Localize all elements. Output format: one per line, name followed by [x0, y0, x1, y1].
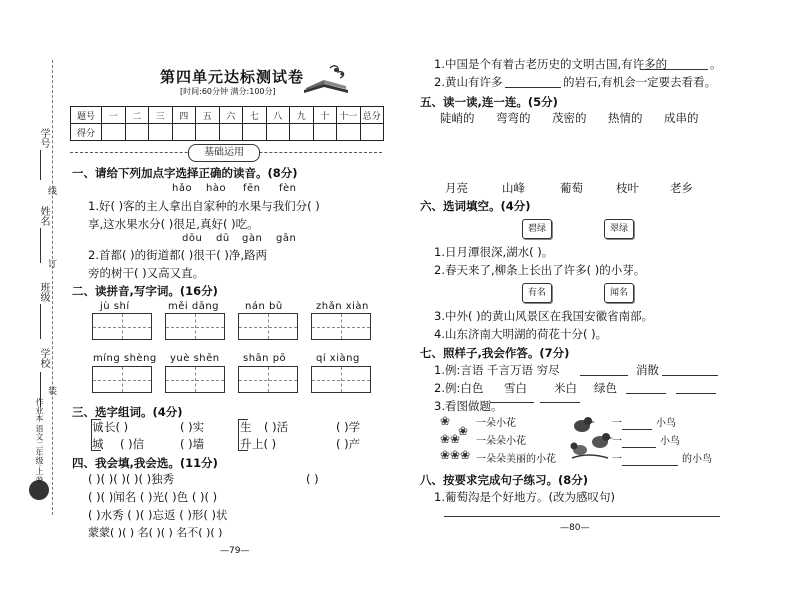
q5-top-word: 茂密的 [552, 111, 587, 125]
answer-line[interactable] [505, 76, 561, 88]
q1-line-1: 1.好( )客的主人拿出自家种的水果与我们分( ) [88, 199, 320, 213]
subtitle: [时间:60分钟 满分:100分] [180, 87, 276, 96]
answer-line[interactable] [676, 382, 716, 394]
birds-icon [568, 412, 614, 462]
section-banner-label: 基础运用 [188, 144, 260, 162]
q7-line-2b: 雪白 [504, 381, 527, 395]
q6-sentence-4: 4.山东济南大明湖的荷花十分( )。 [434, 327, 608, 341]
q8-sentence-1: 1.葡萄沟是个好地方。(改为感叹句) [434, 490, 615, 504]
q7-line-2c: 米白 [554, 381, 577, 395]
q7-line-2d: 绿色 [594, 381, 617, 395]
q2-pinyin: nán bǔ [245, 301, 283, 312]
q5-bottom-word: 山峰 [502, 181, 525, 195]
word-card: 闻名 [604, 283, 634, 303]
score-cell[interactable] [149, 124, 173, 141]
sidebar-label-school: 学校 [38, 348, 49, 368]
q7-bird-prefix-1: 一 [612, 418, 622, 429]
score-col: 一 [102, 107, 126, 124]
flower-icon: ❀❀❀ [440, 448, 471, 462]
score-cell[interactable] [196, 124, 220, 141]
q5-top-word: 弯弯的 [496, 111, 531, 125]
q7-phrase-2: 一朵朵小花 [476, 436, 526, 447]
q7-bird-suffix-2: 小鸟 [660, 436, 680, 447]
score-cell[interactable] [360, 124, 384, 141]
q7-bird-prefix-3: 一 [612, 454, 622, 465]
page-number-right: —80— [560, 523, 590, 533]
q3-blank: 上( ) [252, 437, 277, 451]
q1-pinyin-7: gàn [242, 233, 263, 244]
q7-title: 七、照样子,我会作答。(7分) [420, 346, 570, 360]
q2-pinyin: qí xiàng [316, 353, 360, 364]
score-col: 十 [313, 107, 337, 124]
book-icon [300, 62, 352, 96]
q1-title: 一、请给下列加点字选择正确的读音。(8分) [72, 166, 298, 180]
q6-sentence-2: 2.春天来了,柳条上长出了许多( )的小芽。 [434, 263, 646, 277]
q5-top-word: 陡峭的 [440, 111, 475, 125]
publisher-label: 作业本 语文二年级·上⑩ [35, 398, 44, 485]
q1-pinyin-5: dōu [182, 233, 203, 244]
score-col: 三 [149, 107, 173, 124]
q2-pinyin: shān pō [243, 353, 287, 364]
flower-icon: ❀ [440, 414, 451, 428]
sidebar-label-student-id: 学号 [38, 128, 49, 148]
word-card: 有名 [522, 283, 552, 303]
answer-line[interactable] [622, 454, 678, 466]
writing-grid[interactable] [165, 313, 225, 340]
q4-title: 四、我会填,我会选。(11分) [72, 456, 218, 470]
score-row-label: 得分 [71, 124, 102, 141]
word-card: 碧绿 [522, 219, 552, 239]
q1-pinyin-4: fèn [279, 183, 297, 194]
answer-line[interactable] [626, 382, 666, 394]
answer-line[interactable] [622, 418, 652, 430]
writing-grid[interactable] [165, 366, 225, 393]
q3-blank: ( )学 [336, 420, 361, 434]
q3-blank: ( )活 [264, 420, 289, 434]
q1-line-2: 享,这水果水分( )很足,真好( )吃。 [88, 217, 259, 231]
score-col: 总分 [360, 107, 384, 124]
q2-pinyin: míng shèng [93, 353, 157, 364]
q6-sentence-1: 1.日月潭很深,湖水( )。 [434, 245, 554, 259]
q7-line-1b: 消散 [636, 363, 659, 377]
q3-blank: ( )信 [120, 437, 145, 451]
writing-grid[interactable] [92, 366, 152, 393]
q3-char: 升 [240, 437, 252, 451]
q3-char: 生 [240, 420, 252, 434]
sidebar-label-class: 班级 [38, 282, 49, 302]
q5-title: 五、读一读,连一连。(5分) [420, 95, 558, 109]
sidebar-label-line: 线 [48, 187, 58, 197]
q5-bottom-word: 老乡 [670, 181, 693, 195]
q1-line-4: 旁的树干( )又高又直。 [88, 266, 205, 280]
q7-line-3: 3.看图做题。 [434, 399, 503, 413]
score-col: 二 [125, 107, 149, 124]
score-col: 四 [172, 107, 196, 124]
q7-phrase-3: 一朵朵美丽的小花 [476, 454, 556, 465]
q3-title: 三、选字组词。(4分) [72, 405, 183, 419]
q7-phrase-1: 一朵小花 [476, 418, 516, 429]
q3-char: 诚 [92, 420, 104, 434]
q6-title: 六、选词填空。(4分) [420, 199, 531, 213]
right-q-2b: 的岩石,有机会一定要去看看。 [563, 75, 717, 89]
writing-grid[interactable] [311, 366, 371, 393]
q6-sentence-3: 3.中外( )的黄山风景区在我国安徽省南部。 [434, 309, 654, 323]
q2-pinyin: jù shí [100, 301, 130, 312]
page-number-left: —79— [220, 546, 250, 556]
q5-top-word: 成串的 [664, 111, 699, 125]
answer-line[interactable] [540, 391, 580, 403]
q3-blank: ( )实 [180, 420, 205, 434]
flower-icon: ❀ [458, 424, 469, 438]
q2-pinyin: měi dāng [168, 301, 220, 312]
q3-char: 城 [92, 437, 104, 451]
q1-pinyin-2: hào [206, 183, 227, 194]
q1-pinyin-8: gān [276, 233, 297, 244]
score-cell[interactable] [266, 124, 290, 141]
score-cell[interactable] [243, 124, 267, 141]
score-col: 五 [196, 107, 220, 124]
answer-period: 。 [710, 57, 722, 71]
q3-blank: ( )墙 [180, 437, 205, 451]
word-card: 翠绿 [604, 219, 634, 239]
q7-bird-suffix-3: 的小鸟 [682, 454, 712, 465]
sidebar-label-bind: 订 [48, 260, 58, 270]
answer-line[interactable] [580, 364, 628, 376]
right-q-1: 1.中国是个有着古老历史的文明古国,有许多的 [434, 57, 668, 71]
q1-line-3: 2.首都( )的街道都( )很干( )净,路两 [88, 248, 268, 262]
score-cell[interactable] [219, 124, 243, 141]
score-col: 七 [243, 107, 267, 124]
score-col: 八 [266, 107, 290, 124]
score-cell[interactable] [337, 124, 361, 141]
page-title: 第四单元达标测试卷 [160, 68, 305, 86]
flower-icon: ❀❀ [440, 432, 461, 446]
q5-bottom-word: 枝叶 [616, 181, 639, 195]
q1-pinyin-1: hǎo [172, 183, 193, 194]
q4-line-4: 蒙蒙( )( ) 名( )( ) 名不( )( ) [88, 526, 223, 539]
q2-title: 二、读拼音,写字词。(16分) [72, 284, 218, 298]
q3-blank: 长( ) [104, 420, 129, 434]
q1-pinyin-6: dū [216, 233, 230, 244]
q2-pinyin: zhǎn xiàn [316, 301, 369, 312]
q1-pinyin-3: fēn [243, 183, 261, 194]
q7-bird-suffix-1: 小鸟 [656, 418, 676, 429]
answer-line[interactable] [640, 58, 708, 70]
score-col: 九 [290, 107, 314, 124]
q7-bird-prefix-2: 一 [612, 436, 622, 447]
sidebar-label-name: 姓名 [38, 206, 49, 226]
q5-top-word: 热情的 [608, 111, 643, 125]
answer-line[interactable] [622, 436, 656, 448]
score-table [70, 106, 384, 141]
answer-line[interactable] [444, 505, 720, 517]
writing-grid[interactable] [238, 366, 298, 393]
q4-line-1: ( )( )( )( )( )独秀 [88, 472, 175, 486]
score-cell[interactable] [313, 124, 337, 141]
q2-pinyin: yuè shēn [170, 353, 220, 364]
sidebar-label-pack: 装 [48, 387, 58, 397]
q7-line-2a: 2.例:白色 [434, 381, 484, 395]
score-col: 六 [219, 107, 243, 124]
answer-line[interactable] [662, 364, 718, 376]
q4-line-2b: ( ) [306, 472, 319, 486]
writing-grid[interactable] [311, 313, 371, 340]
score-cell[interactable] [102, 124, 126, 141]
q5-bottom-word: 月亮 [445, 181, 468, 195]
q7-line-1a: 1.例:言语 千言万语 穷尽 [434, 363, 560, 377]
q3-blank: ( )产 [336, 437, 361, 451]
right-q-2: 2.黄山有许多 [434, 75, 503, 89]
score-col: 十一 [337, 107, 361, 124]
score-cell[interactable] [172, 124, 196, 141]
score-cell[interactable] [125, 124, 149, 141]
q8-title: 八、按要求完成句子练习。(8分) [420, 473, 589, 487]
score-cell[interactable] [290, 124, 314, 141]
q4-line-2: ( )( )闻名 ( )光( )色 ( )( ) [88, 490, 218, 504]
q5-bottom-word: 葡萄 [560, 181, 583, 195]
writing-grid[interactable] [92, 313, 152, 340]
writing-grid[interactable] [238, 313, 298, 340]
q4-line-3: ( )水秀 ( )( )忘返 ( )形( )状 [88, 508, 228, 522]
score-header-label: 题号 [71, 107, 102, 124]
